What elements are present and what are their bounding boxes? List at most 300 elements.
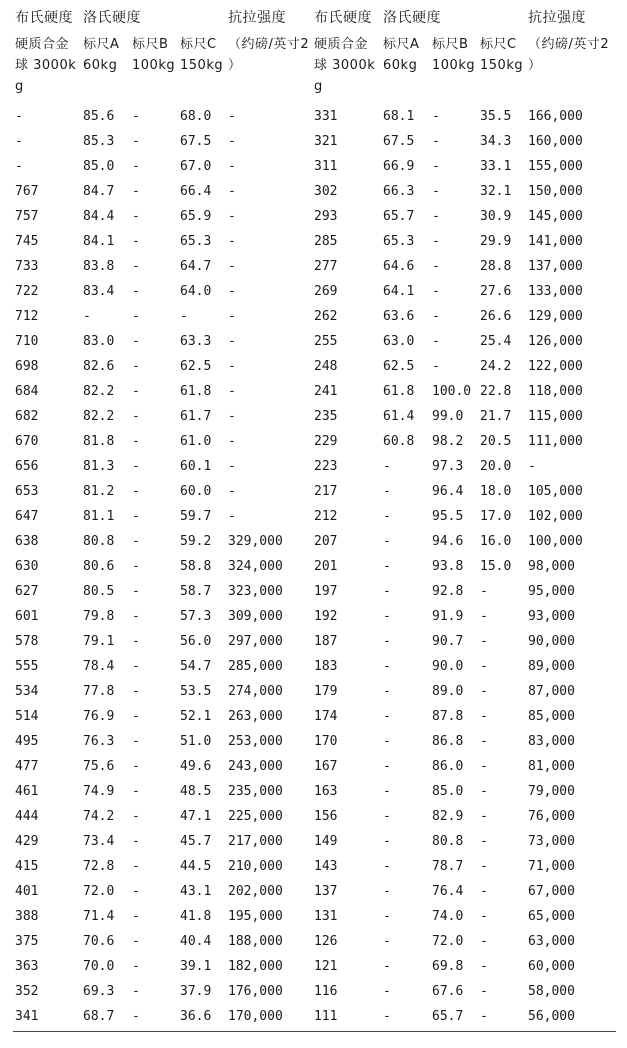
cell-rockwell-c-left: 52.1	[180, 709, 212, 724]
cell-rockwell-a-right: -	[383, 584, 391, 599]
cell-brinell-left: 653	[15, 484, 39, 499]
cell-rockwell-a-right: -	[383, 534, 391, 549]
cell-rockwell-a-right: -	[383, 759, 391, 774]
cell-rockwell-c-left: 49.6	[180, 759, 212, 774]
cell-rockwell-c-left: 68.0	[180, 109, 212, 124]
cell-tensile-left: -	[228, 184, 236, 199]
header-scale-c-right	[478, 31, 526, 104]
cell-rockwell-c-right: 35.5	[480, 109, 512, 124]
table-row	[13, 204, 616, 229]
cell-brinell-right: 311	[314, 159, 338, 174]
table-row	[13, 879, 616, 904]
scale-b-load: 100kg	[132, 58, 176, 73]
cell-rockwell-c-right: -	[480, 584, 488, 599]
cell-tensile-right: 87,000	[528, 684, 575, 699]
cell-tensile-left: -	[228, 409, 236, 424]
cell-rockwell-a-right: 63.0	[383, 334, 415, 349]
cell-rockwell-a-right: -	[383, 909, 391, 924]
cell-brinell-left: 578	[15, 634, 39, 649]
cell-rockwell-c-right: 20.0	[480, 459, 512, 474]
cell-rockwell-c-left: 48.5	[180, 784, 212, 799]
cell-rockwell-b-left: -	[132, 684, 140, 699]
cell-brinell-right: 163	[314, 784, 338, 799]
cell-tensile-right: 166,000	[528, 109, 583, 124]
cell-rockwell-b-left: -	[132, 859, 140, 874]
cell-rockwell-b-right: 91.9	[432, 609, 464, 624]
cell-rockwell-c-right: 25.4	[480, 334, 512, 349]
cell-brinell-right: 269	[314, 284, 338, 299]
cell-brinell-left: -	[15, 159, 23, 174]
cell-rockwell-b-left: -	[132, 909, 140, 924]
cell-rockwell-a-left: 72.0	[83, 884, 115, 899]
cell-rockwell-c-left: 65.3	[180, 234, 212, 249]
cell-rockwell-a-left: 84.7	[83, 184, 115, 199]
table-row	[13, 504, 616, 529]
header-scale-b-right	[430, 31, 478, 104]
scale-c-load: 150kg	[180, 58, 224, 73]
table-row	[13, 379, 616, 404]
cell-rockwell-a-left: 79.1	[83, 634, 115, 649]
cell-rockwell-b-right: -	[432, 134, 440, 149]
cell-rockwell-c-right: -	[480, 759, 488, 774]
cell-rockwell-b-left: -	[132, 809, 140, 824]
cell-brinell-left: 514	[15, 709, 39, 724]
cell-rockwell-c-right: -	[480, 909, 488, 924]
cell-rockwell-a-left: -	[83, 309, 91, 324]
cell-tensile-left: -	[228, 459, 236, 474]
cell-tensile-left: -	[228, 209, 236, 224]
cell-rockwell-b-right: -	[432, 109, 440, 124]
table-row	[13, 304, 616, 329]
cell-brinell-left: 555	[15, 659, 39, 674]
cell-rockwell-b-right: -	[432, 334, 440, 349]
cell-rockwell-a-right: -	[383, 934, 391, 949]
cell-tensile-left: 210,000	[228, 859, 283, 874]
table-row	[13, 579, 616, 604]
cell-rockwell-b-right: 82.9	[432, 809, 464, 824]
cell-rockwell-a-right: -	[383, 809, 391, 824]
table-row	[13, 104, 616, 129]
cell-tensile-right: 145,000	[528, 209, 583, 224]
cell-rockwell-c-right: 33.1	[480, 159, 512, 174]
cell-rockwell-a-left: 84.4	[83, 209, 115, 224]
header-tensile-unit-right: （约磅/英寸2 ）	[528, 37, 610, 73]
cell-brinell-right: 149	[314, 834, 338, 849]
cell-rockwell-b-left: -	[132, 709, 140, 724]
cell-tensile-left: 329,000	[228, 534, 283, 549]
cell-tensile-left: 170,000	[228, 1009, 283, 1024]
header-brinell-sub-left: 硬质合金球 3000kg	[15, 37, 77, 94]
header-tensile-unit-left: （约磅/英寸2 ）	[228, 37, 310, 73]
cell-rockwell-c-left: 64.0	[180, 284, 212, 299]
cell-rockwell-a-left: 82.2	[83, 409, 115, 424]
cell-rockwell-c-right: 29.9	[480, 234, 512, 249]
cell-rockwell-c-right: 32.1	[480, 184, 512, 199]
cell-rockwell-b-right: -	[432, 209, 440, 224]
cell-brinell-left: 461	[15, 784, 39, 799]
cell-brinell-right: 179	[314, 684, 338, 699]
cell-rockwell-a-left: 79.8	[83, 609, 115, 624]
cell-brinell-right: 302	[314, 184, 338, 199]
cell-rockwell-c-right: -	[480, 684, 488, 699]
header-brinell-left: 布氏硬度	[15, 10, 73, 26]
cell-brinell-right: 229	[314, 434, 338, 449]
cell-tensile-right: 98,000	[528, 559, 575, 574]
cell-rockwell-c-right: -	[480, 609, 488, 624]
cell-tensile-right: 85,000	[528, 709, 575, 724]
cell-brinell-right: 293	[314, 209, 338, 224]
cell-brinell-left: 670	[15, 434, 39, 449]
cell-rockwell-a-left: 74.9	[83, 784, 115, 799]
cell-brinell-left: 388	[15, 909, 39, 924]
cell-rockwell-c-left: 62.5	[180, 359, 212, 374]
cell-brinell-left: 682	[15, 409, 39, 424]
cell-tensile-right: 83,000	[528, 734, 575, 749]
cell-rockwell-a-left: 81.1	[83, 509, 115, 524]
cell-rockwell-a-left: 76.3	[83, 734, 115, 749]
cell-brinell-right: 262	[314, 309, 338, 324]
cell-brinell-right: 111	[314, 1009, 338, 1024]
cell-rockwell-c-left: 65.9	[180, 209, 212, 224]
cell-rockwell-c-left: 57.3	[180, 609, 212, 624]
cell-rockwell-c-left: 61.0	[180, 434, 212, 449]
cell-rockwell-a-left: 85.0	[83, 159, 115, 174]
cell-rockwell-c-left: 43.1	[180, 884, 212, 899]
cell-rockwell-a-right: 60.8	[383, 434, 415, 449]
cell-tensile-left: -	[228, 159, 236, 174]
cell-rockwell-a-right: -	[383, 834, 391, 849]
cell-rockwell-c-left: 66.4	[180, 184, 212, 199]
cell-rockwell-c-left: -	[180, 309, 188, 324]
cell-rockwell-a-left: 83.8	[83, 259, 115, 274]
cell-brinell-left: 767	[15, 184, 39, 199]
cell-rockwell-c-right: 20.5	[480, 434, 512, 449]
cell-tensile-left: -	[228, 334, 236, 349]
cell-tensile-right: 115,000	[528, 409, 583, 424]
cell-rockwell-b-left: -	[132, 334, 140, 349]
header-brinell-right: 布氏硬度	[314, 10, 372, 26]
cell-brinell-left: 647	[15, 509, 39, 524]
cell-rockwell-b-right: 69.8	[432, 959, 464, 974]
cell-rockwell-b-left: -	[132, 309, 140, 324]
cell-tensile-left: 176,000	[228, 984, 283, 999]
cell-rockwell-b-right: 92.8	[432, 584, 464, 599]
table-row	[13, 654, 616, 679]
cell-tensile-left: 217,000	[228, 834, 283, 849]
cell-brinell-left: 745	[15, 234, 39, 249]
scale-c-load: 150kg	[480, 58, 524, 73]
cell-rockwell-b-right: 74.0	[432, 909, 464, 924]
header-scale-b-left	[130, 31, 178, 104]
cell-rockwell-c-right: 18.0	[480, 484, 512, 499]
header-rockwell-right: 洛氏硬度	[383, 10, 441, 26]
cell-rockwell-a-left: 73.4	[83, 834, 115, 849]
cell-brinell-left: 601	[15, 609, 39, 624]
header-row-2	[13, 31, 616, 104]
scale-c-name: 标尺C	[480, 37, 517, 52]
cell-rockwell-c-left: 54.7	[180, 659, 212, 674]
cell-rockwell-a-right: -	[383, 734, 391, 749]
cell-brinell-left: 698	[15, 359, 39, 374]
cell-brinell-left: 341	[15, 1009, 39, 1024]
cell-rockwell-b-right: -	[432, 359, 440, 374]
cell-rockwell-c-right: 34.3	[480, 134, 512, 149]
cell-rockwell-b-right: 99.0	[432, 409, 464, 424]
cell-rockwell-c-right: -	[480, 659, 488, 674]
cell-rockwell-c-left: 67.5	[180, 134, 212, 149]
cell-rockwell-b-left: -	[132, 234, 140, 249]
cell-rockwell-b-right: 85.0	[432, 784, 464, 799]
cell-brinell-right: 201	[314, 559, 338, 574]
table-row	[13, 629, 616, 654]
cell-brinell-right: 217	[314, 484, 338, 499]
cell-brinell-right: 192	[314, 609, 338, 624]
cell-rockwell-a-left: 80.8	[83, 534, 115, 549]
cell-tensile-left: -	[228, 109, 236, 124]
table-row	[13, 429, 616, 454]
table-row	[13, 229, 616, 254]
table-row	[13, 779, 616, 804]
cell-brinell-left: 401	[15, 884, 39, 899]
cell-brinell-right: 183	[314, 659, 338, 674]
cell-brinell-left: -	[15, 109, 23, 124]
cell-rockwell-c-left: 63.3	[180, 334, 212, 349]
cell-brinell-right: 321	[314, 134, 338, 149]
header-tensile-right: 抗拉强度	[528, 10, 586, 26]
cell-tensile-right: 150,000	[528, 184, 583, 199]
cell-rockwell-a-left: 81.3	[83, 459, 115, 474]
cell-rockwell-a-left: 80.6	[83, 559, 115, 574]
cell-rockwell-b-right: 86.8	[432, 734, 464, 749]
cell-tensile-right: 90,000	[528, 634, 575, 649]
cell-brinell-right: 331	[314, 109, 338, 124]
cell-rockwell-c-right: -	[480, 1009, 488, 1024]
cell-rockwell-b-left: -	[132, 959, 140, 974]
cell-tensile-right: 141,000	[528, 234, 583, 249]
cell-brinell-right: 223	[314, 459, 338, 474]
table-row	[13, 754, 616, 779]
header-rockwell-left: 洛氏硬度	[83, 10, 141, 26]
cell-rockwell-b-right: 96.4	[432, 484, 464, 499]
cell-tensile-left: 202,000	[228, 884, 283, 899]
cell-rockwell-a-left: 82.2	[83, 384, 115, 399]
cell-brinell-left: 363	[15, 959, 39, 974]
cell-rockwell-b-left: -	[132, 109, 140, 124]
cell-tensile-right: 102,000	[528, 509, 583, 524]
cell-tensile-right: 118,000	[528, 384, 583, 399]
table-row	[13, 704, 616, 729]
cell-brinell-left: 757	[15, 209, 39, 224]
cell-rockwell-b-left: -	[132, 134, 140, 149]
table-body	[13, 104, 616, 1029]
cell-rockwell-b-left: -	[132, 1009, 140, 1024]
cell-rockwell-c-left: 58.8	[180, 559, 212, 574]
cell-tensile-right: 67,000	[528, 884, 575, 899]
cell-tensile-right: 137,000	[528, 259, 583, 274]
cell-rockwell-b-right: 65.7	[432, 1009, 464, 1024]
cell-rockwell-c-left: 67.0	[180, 159, 212, 174]
cell-tensile-right: 93,000	[528, 609, 575, 624]
cell-rockwell-a-left: 83.4	[83, 284, 115, 299]
cell-rockwell-b-right: 72.0	[432, 934, 464, 949]
cell-rockwell-b-right: 80.8	[432, 834, 464, 849]
cell-rockwell-b-left: -	[132, 359, 140, 374]
cell-tensile-left: -	[228, 284, 236, 299]
cell-tensile-left: 243,000	[228, 759, 283, 774]
table-row	[13, 904, 616, 929]
cell-tensile-right: 126,000	[528, 334, 583, 349]
cell-rockwell-c-right: -	[480, 634, 488, 649]
header-scale-a-right	[381, 31, 430, 104]
cell-brinell-right: 255	[314, 334, 338, 349]
cell-rockwell-c-right: -	[480, 784, 488, 799]
scale-a-name: 标尺A	[383, 37, 420, 52]
cell-rockwell-a-right: -	[383, 484, 391, 499]
cell-rockwell-b-left: -	[132, 484, 140, 499]
cell-rockwell-b-right: 90.7	[432, 634, 464, 649]
cell-brinell-left: 444	[15, 809, 39, 824]
cell-tensile-left: 323,000	[228, 584, 283, 599]
table-row	[13, 554, 616, 579]
cell-rockwell-c-left: 59.7	[180, 509, 212, 524]
cell-tensile-right: 73,000	[528, 834, 575, 849]
table	[13, 5, 616, 1029]
cell-rockwell-c-right: 17.0	[480, 509, 512, 524]
cell-rockwell-b-right: 95.5	[432, 509, 464, 524]
header-scale-c-left	[178, 31, 226, 104]
cell-rockwell-c-right: -	[480, 984, 488, 999]
cell-brinell-right: 170	[314, 734, 338, 749]
cell-rockwell-a-left: 81.2	[83, 484, 115, 499]
table-row	[13, 679, 616, 704]
cell-rockwell-c-right: 30.9	[480, 209, 512, 224]
table-row	[13, 954, 616, 979]
cell-rockwell-c-left: 44.5	[180, 859, 212, 874]
cell-rockwell-c-right: 27.6	[480, 284, 512, 299]
cell-rockwell-a-right: -	[383, 459, 391, 474]
cell-rockwell-a-right: -	[383, 709, 391, 724]
cell-rockwell-c-left: 39.1	[180, 959, 212, 974]
cell-tensile-right: 160,000	[528, 134, 583, 149]
cell-rockwell-a-right: -	[383, 509, 391, 524]
cell-rockwell-c-left: 47.1	[180, 809, 212, 824]
cell-brinell-left: 627	[15, 584, 39, 599]
cell-tensile-left: -	[228, 134, 236, 149]
cell-rockwell-a-right: -	[383, 684, 391, 699]
cell-tensile-left: 297,000	[228, 634, 283, 649]
cell-tensile-right: 100,000	[528, 534, 583, 549]
cell-brinell-left: 722	[15, 284, 39, 299]
cell-brinell-right: 174	[314, 709, 338, 724]
cell-rockwell-b-right: 87.8	[432, 709, 464, 724]
cell-rockwell-b-left: -	[132, 509, 140, 524]
table-row	[13, 354, 616, 379]
cell-rockwell-a-left: 68.7	[83, 1009, 115, 1024]
header-tensile-left: 抗拉强度	[228, 10, 286, 26]
cell-tensile-left: 225,000	[228, 809, 283, 824]
table-row	[13, 279, 616, 304]
cell-tensile-right: 81,000	[528, 759, 575, 774]
cell-tensile-left: 182,000	[228, 959, 283, 974]
cell-brinell-left: -	[15, 134, 23, 149]
cell-rockwell-c-right: -	[480, 834, 488, 849]
cell-rockwell-b-left: -	[132, 184, 140, 199]
cell-rockwell-a-right: 64.1	[383, 284, 415, 299]
cell-rockwell-a-right: 66.9	[383, 159, 415, 174]
cell-rockwell-b-left: -	[132, 384, 140, 399]
cell-rockwell-a-left: 78.4	[83, 659, 115, 674]
table-row	[13, 479, 616, 504]
cell-rockwell-c-left: 53.5	[180, 684, 212, 699]
table-row	[13, 604, 616, 629]
cell-rockwell-a-left: 85.6	[83, 109, 115, 124]
cell-rockwell-a-left: 81.8	[83, 434, 115, 449]
cell-rockwell-a-left: 74.2	[83, 809, 115, 824]
cell-rockwell-b-right: -	[432, 184, 440, 199]
cell-brinell-left: 375	[15, 934, 39, 949]
cell-rockwell-c-left: 61.8	[180, 384, 212, 399]
cell-rockwell-c-right: 26.6	[480, 309, 512, 324]
cell-brinell-right: 285	[314, 234, 338, 249]
cell-brinell-right: 131	[314, 909, 338, 924]
cell-rockwell-b-left: -	[132, 284, 140, 299]
cell-tensile-left: 263,000	[228, 709, 283, 724]
cell-tensile-right: 56,000	[528, 1009, 575, 1024]
cell-rockwell-b-right: 67.6	[432, 984, 464, 999]
table-row	[13, 529, 616, 554]
cell-rockwell-a-right: -	[383, 784, 391, 799]
cell-brinell-left: 534	[15, 684, 39, 699]
cell-brinell-left: 712	[15, 309, 39, 324]
cell-rockwell-a-right: -	[383, 659, 391, 674]
cell-rockwell-a-left: 77.8	[83, 684, 115, 699]
cell-rockwell-b-right: -	[432, 309, 440, 324]
cell-brinell-right: 156	[314, 809, 338, 824]
cell-rockwell-b-right: 86.0	[432, 759, 464, 774]
cell-rockwell-b-left: -	[132, 559, 140, 574]
cell-brinell-right: 187	[314, 634, 338, 649]
table-row	[13, 804, 616, 829]
cell-tensile-right: 60,000	[528, 959, 575, 974]
cell-rockwell-c-right: 22.8	[480, 384, 512, 399]
cell-tensile-left: -	[228, 309, 236, 324]
cell-rockwell-b-left: -	[132, 734, 140, 749]
cell-rockwell-c-right: -	[480, 959, 488, 974]
cell-tensile-left: -	[228, 509, 236, 524]
cell-tensile-left: 285,000	[228, 659, 283, 674]
cell-rockwell-c-right: 15.0	[480, 559, 512, 574]
cell-brinell-right: 116	[314, 984, 338, 999]
cell-rockwell-c-left: 37.9	[180, 984, 212, 999]
cell-rockwell-c-right: 24.2	[480, 359, 512, 374]
cell-tensile-right: 129,000	[528, 309, 583, 324]
cell-rockwell-c-left: 36.6	[180, 1009, 212, 1024]
cell-rockwell-b-left: -	[132, 759, 140, 774]
cell-rockwell-b-left: -	[132, 634, 140, 649]
cell-rockwell-b-right: 97.3	[432, 459, 464, 474]
cell-rockwell-a-right: -	[383, 1009, 391, 1024]
table-row	[13, 179, 616, 204]
cell-tensile-left: -	[228, 434, 236, 449]
table-row	[13, 829, 616, 854]
cell-tensile-right: 95,000	[528, 584, 575, 599]
cell-rockwell-a-left: 80.5	[83, 584, 115, 599]
cell-rockwell-b-left: -	[132, 409, 140, 424]
cell-brinell-right: 212	[314, 509, 338, 524]
cell-tensile-left: -	[228, 384, 236, 399]
cell-brinell-right: 248	[314, 359, 338, 374]
cell-rockwell-b-right: -	[432, 259, 440, 274]
